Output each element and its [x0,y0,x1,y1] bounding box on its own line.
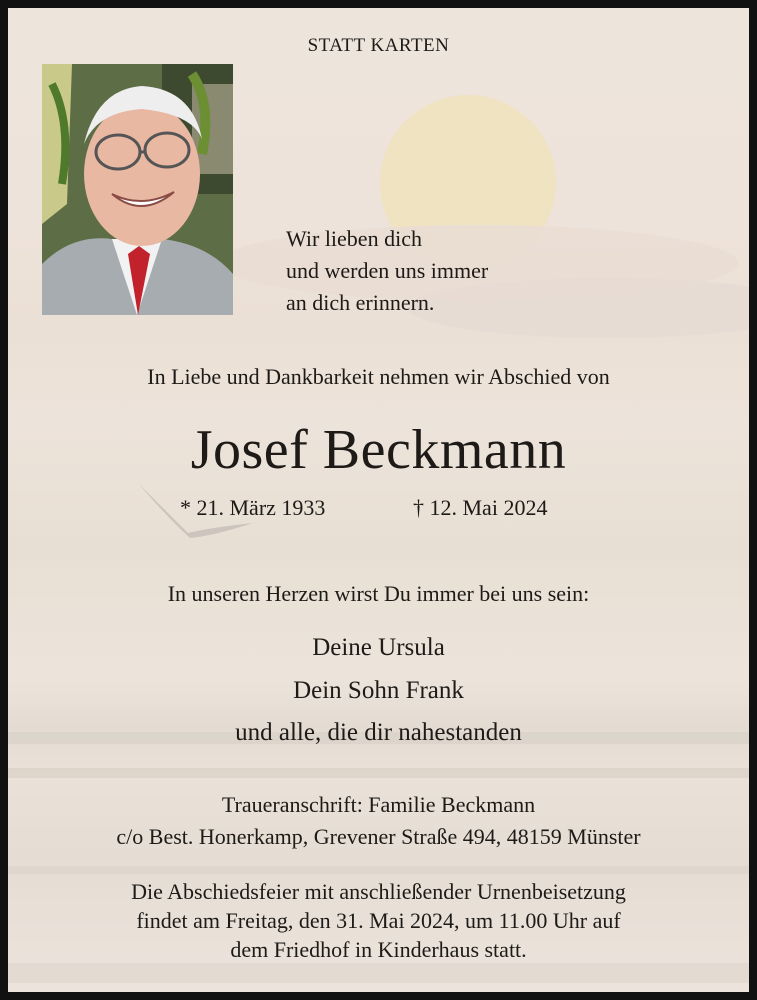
quote-line: Wir lieben dich [286,226,422,251]
mourning-address-line: c/o Best. Honerkamp, Grevener Straße 494, 48159 Münster [116,824,641,849]
wave-band [8,963,749,983]
hearts-line: In unseren Herzen wirst Du immer bei uns sein: [167,581,590,606]
intro-line: In Liebe und Dankbarkeit nehmen wir Abschied von [147,364,610,389]
deceased-name: Josef Beckmann [190,419,567,481]
birth-date: * 21. März 1933 [180,495,326,520]
mourning-address-line: Traueranschrift: Familie Beckmann [221,792,536,817]
mourner-line: Dein Sohn Frank [293,677,464,704]
wave-band [8,768,749,778]
quote-line: und werden uns immer [286,258,489,283]
portrait-photo [42,64,233,315]
funeral-info-line: dem Friedhof in Kinderhaus statt. [230,937,527,962]
funeral-info-line: Die Abschiedsfeier mit anschließender Urnenbeisetzung [131,879,626,904]
funeral-info-line: findet am Freitag, den 31. Mai 2024, um 11.00 Uhr auf [136,908,621,933]
wave-band [8,866,749,874]
quote-line: an dich erinnern. [286,290,435,315]
mourner-line: und alle, die dir nahestanden [235,719,522,746]
death-date: † 12. Mai 2024 [413,495,548,520]
mourner-line: Deine Ursula [312,634,445,661]
header-statt-karten: STATT KARTEN [307,35,450,56]
